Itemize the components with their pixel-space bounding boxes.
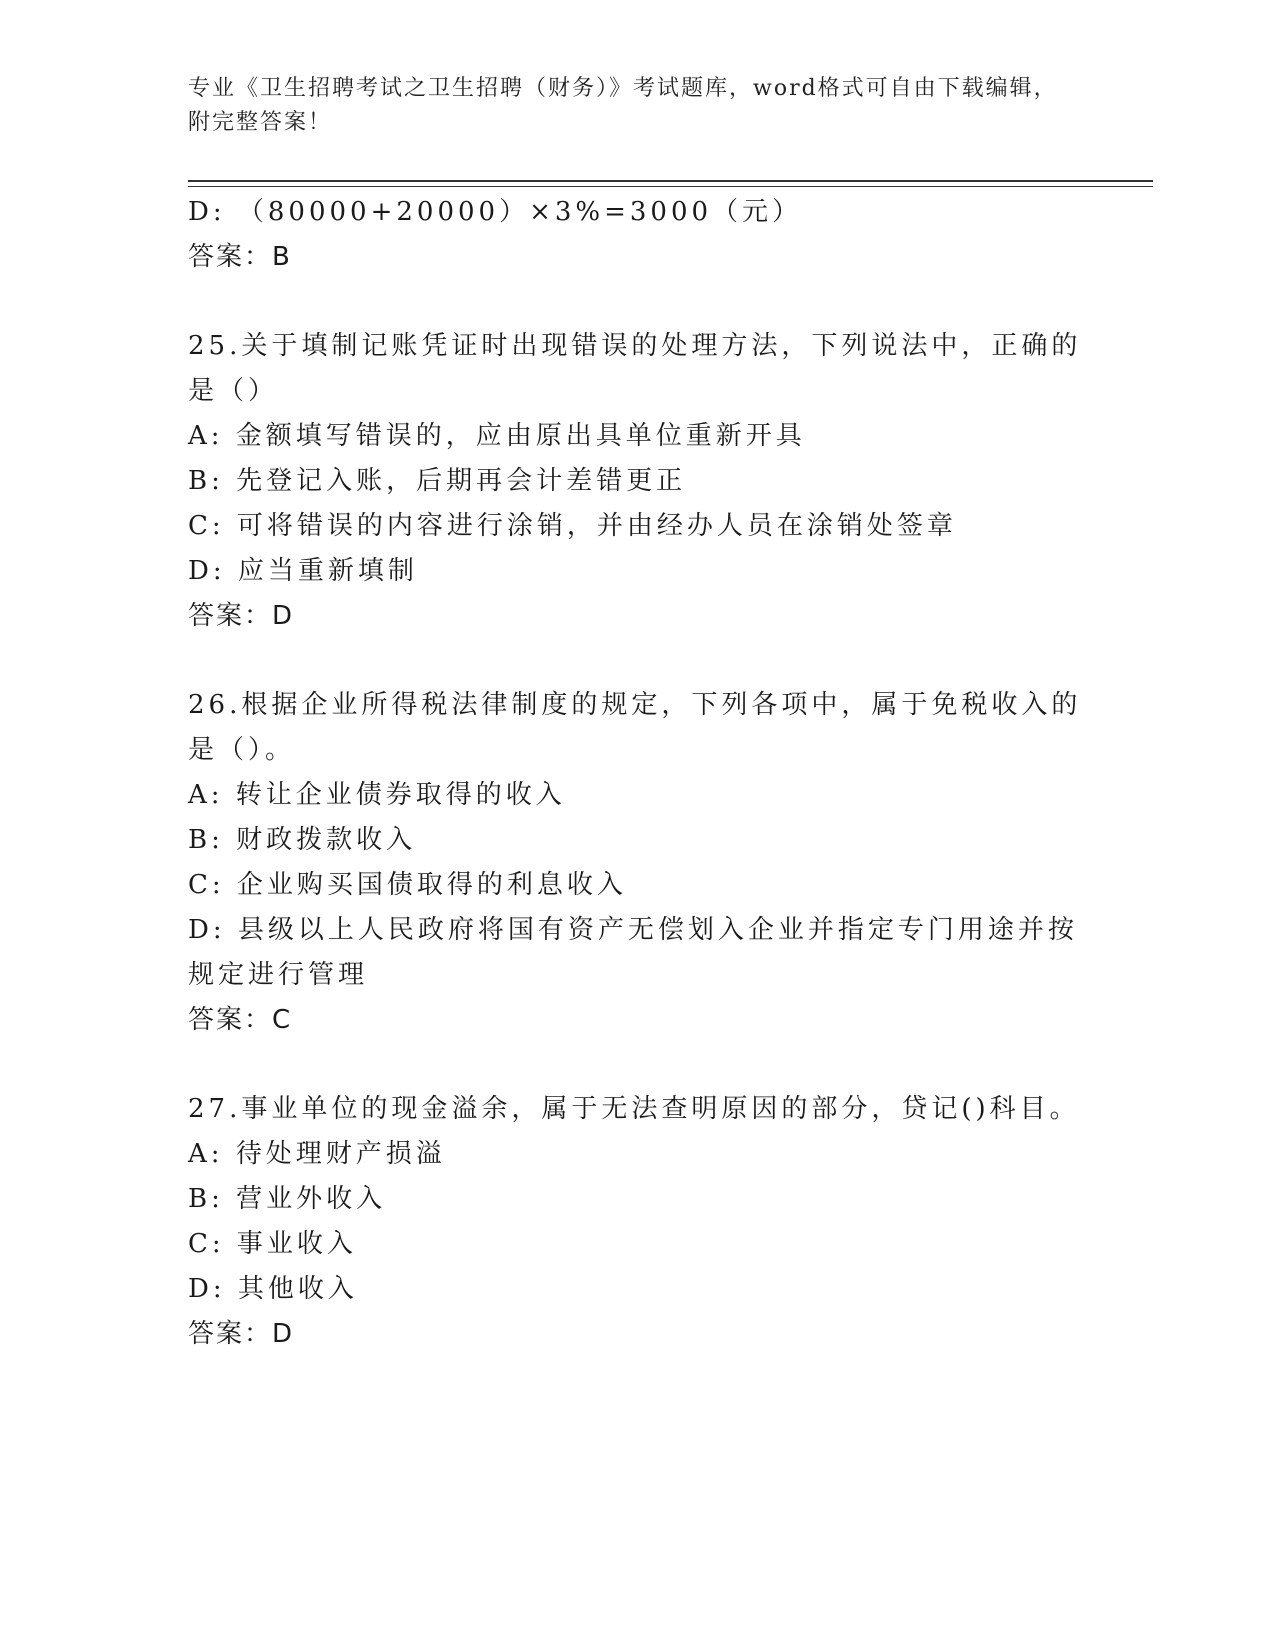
page-header: 专业《卫生招聘考试之卫生招聘（财务）》考试题库，word格式可自由下载编辑，附完整答案！	[188, 76, 1058, 135]
option-b: B: 财政拨款收入	[188, 825, 417, 855]
option-d: D: 县级以上人民政府将国有资产无偿划入企业并指定专门用途并按规定进行管理	[188, 915, 1078, 990]
option-b: B: 营业外收入	[188, 1184, 387, 1214]
answer: 答案：D	[188, 601, 295, 631]
option-a: A: 转让企业债券取得的收入	[188, 780, 566, 810]
question-stem: 27.事业单位的现金溢余，属于无法查明原因的部分，贷记()科目。	[188, 1094, 1080, 1124]
option-c: C: 可将错误的内容进行涂销，并由经办人员在涂销处签章	[188, 511, 957, 541]
carryover-option-d: D: （80000+20000）×3%=3000（元）	[188, 197, 803, 227]
option-b: B: 先登记入账，后期再会计差错更正	[188, 466, 687, 496]
question-stem: 25.关于填制记账凭证时出现错误的处理方法，下列说法中，正确的是（）	[188, 331, 1082, 406]
answer: 答案：D	[188, 1319, 295, 1349]
carryover-answer: 答案：B	[188, 242, 292, 272]
question-27	[188, 1087, 1088, 1357]
option-d: D: 应当重新填制	[188, 556, 418, 586]
answer: 答案：C	[188, 1005, 293, 1035]
header-divider	[188, 180, 1153, 187]
question-stem: 26.根据企业所得税法律制度的规定，下列各项中，属于免税收入的是（）。	[188, 690, 1082, 765]
option-c: C: 事业收入	[188, 1229, 357, 1259]
question-26	[188, 683, 1088, 1043]
option-c: C: 企业购买国债取得的利息收入	[188, 870, 627, 900]
question-25	[188, 324, 1088, 639]
document-body	[188, 190, 1088, 1357]
option-d: D: 其他收入	[188, 1274, 358, 1304]
option-a: A: 金额填写错误的，应由原出具单位重新开具	[188, 421, 806, 451]
option-a: A: 待处理财产损溢	[188, 1139, 446, 1169]
